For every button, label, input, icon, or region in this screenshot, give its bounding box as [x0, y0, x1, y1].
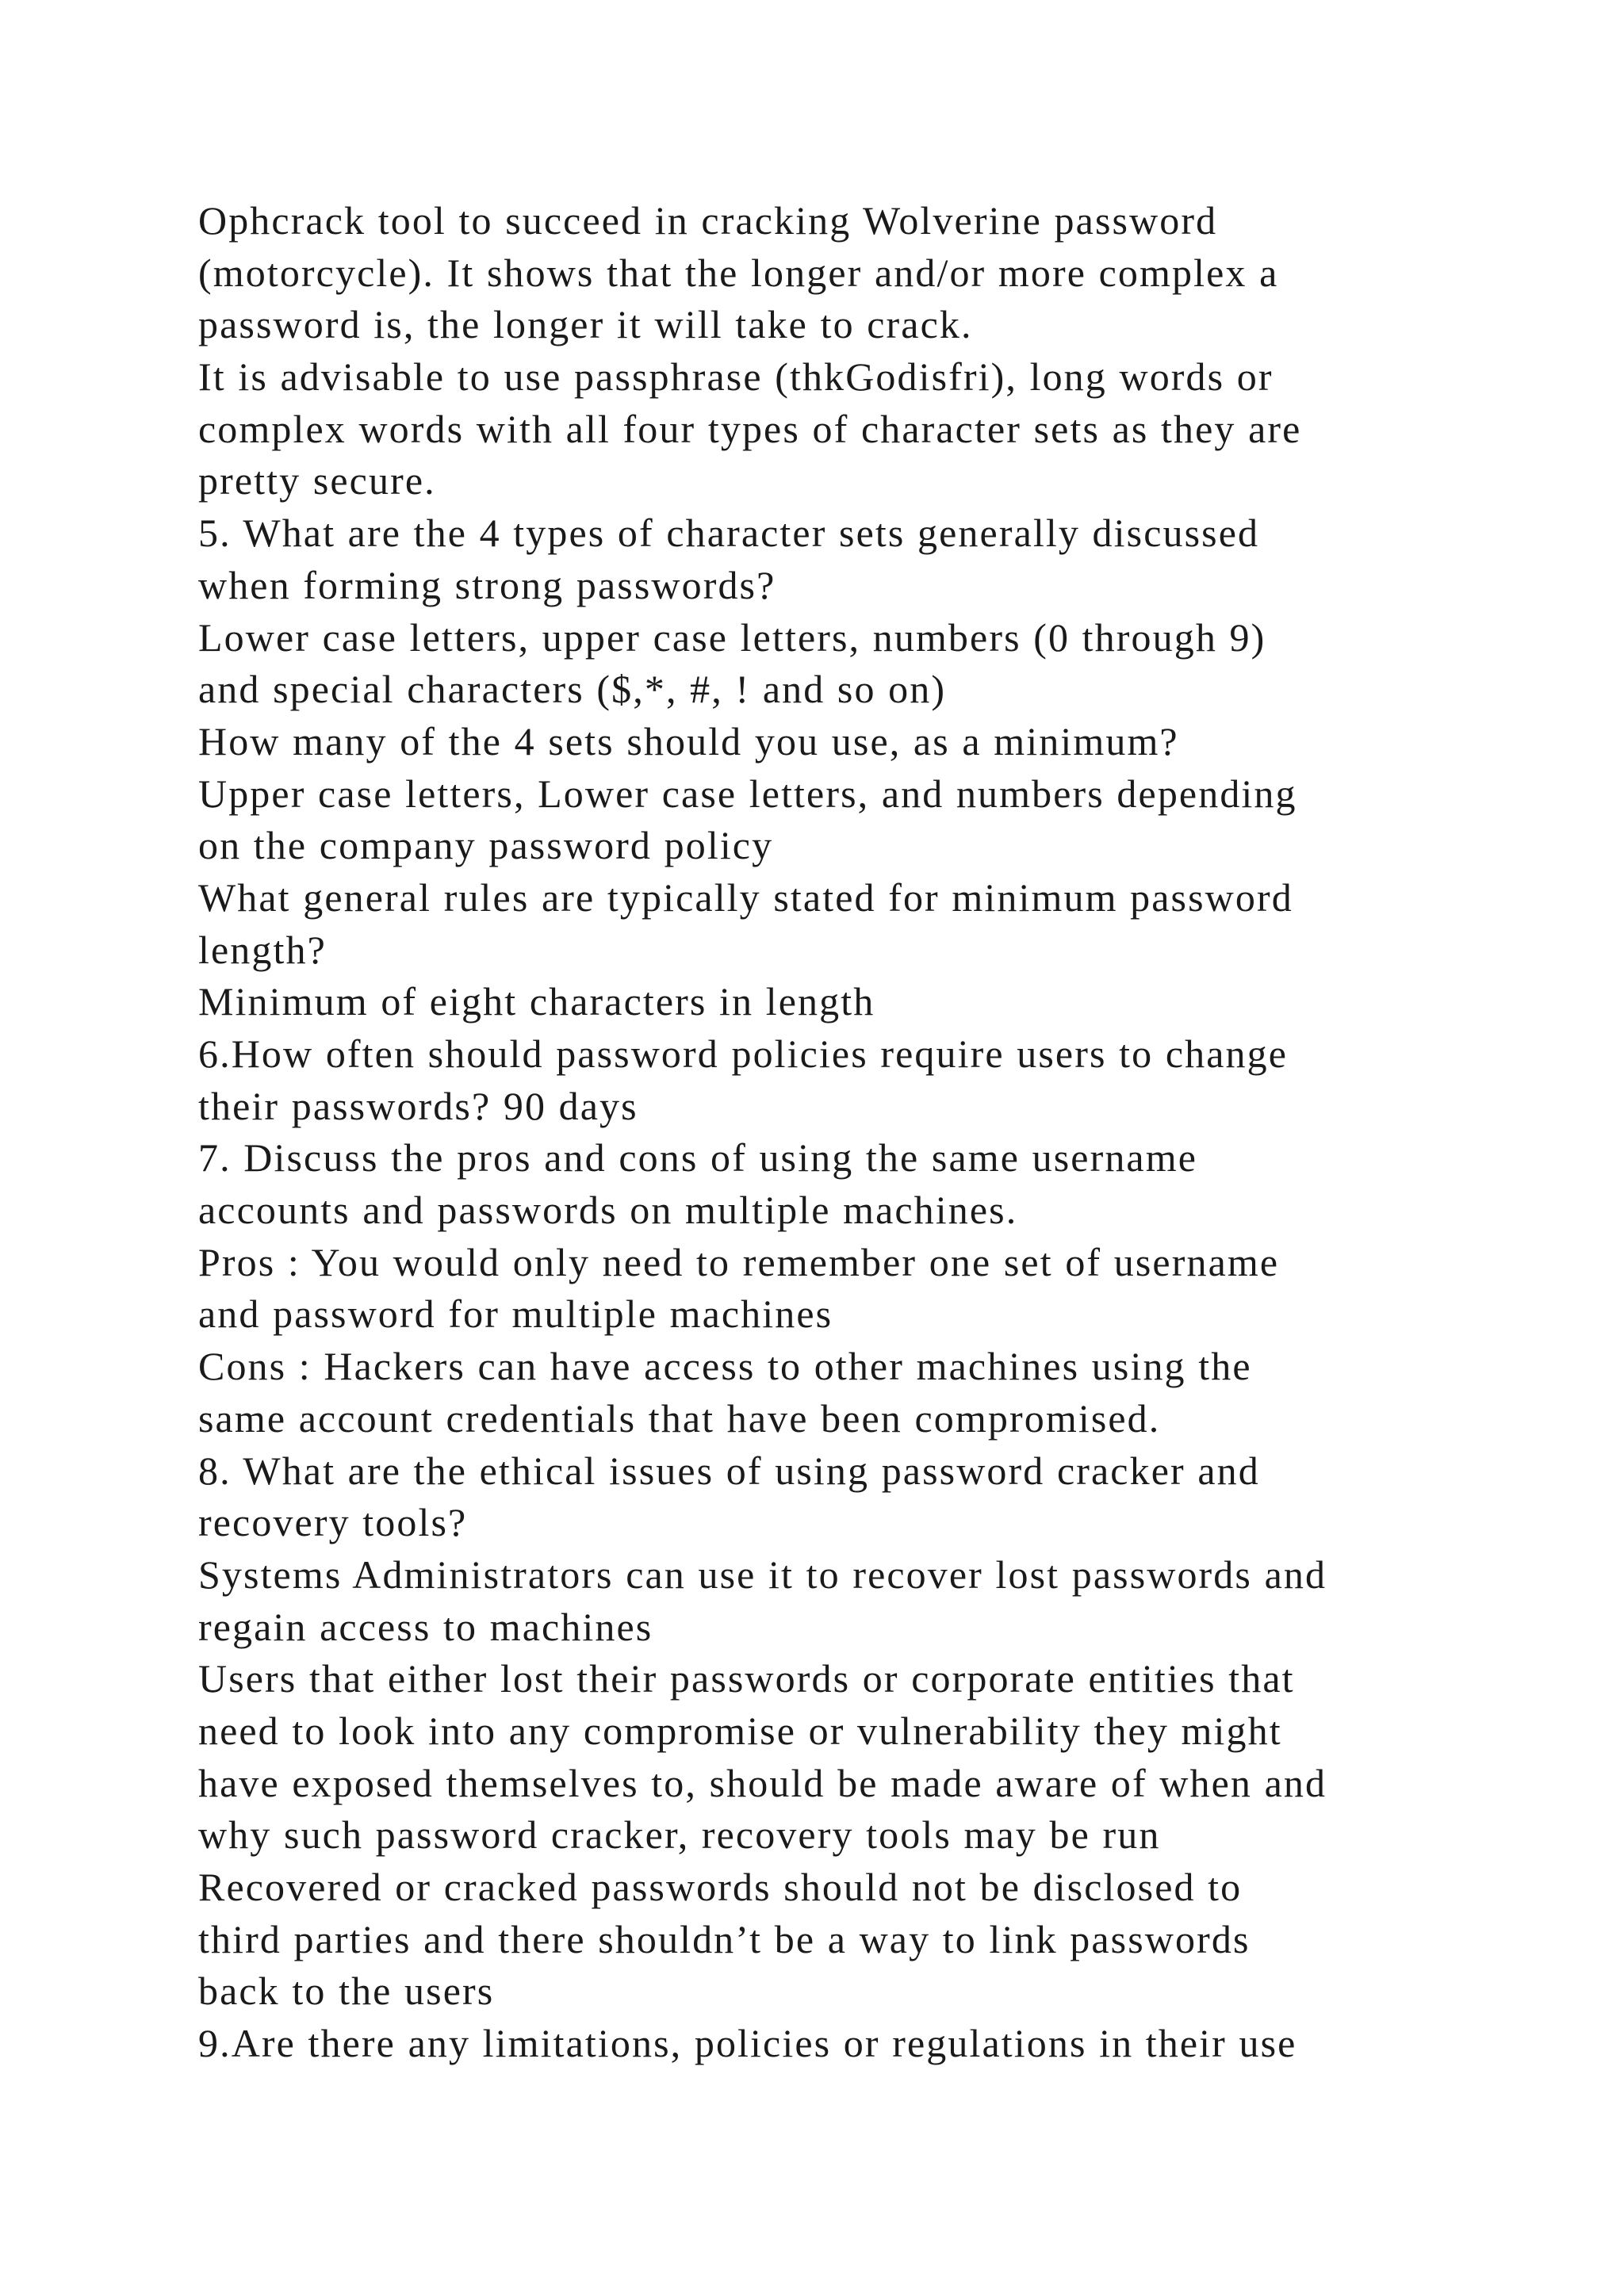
text-line: Ophcrack tool to succeed in cracking Wolverine password	[198, 198, 1218, 243]
question-line: recovery tools?	[198, 1500, 468, 1545]
question-line: 6.How often should password policies require users to change	[198, 1031, 1288, 1076]
answer-line: same account credentials that have been compromised.	[198, 1395, 1161, 1441]
question-line: What general rules are typically stated for minimum password	[198, 874, 1293, 920]
answer-line: third parties and there shouldn’t be a way to link passwords	[198, 1916, 1251, 1961]
answer-line: Systems Administrators can use it to recover lost passwords and	[198, 1552, 1327, 1597]
text-line: complex words with all four types of character sets as they are	[198, 406, 1302, 451]
question-line: 5. What are the 4 types of character sets generally discussed	[198, 511, 1260, 556]
body-text	[198, 195, 1499, 2070]
answer-line: have exposed themselves to, should be made aware of when and	[198, 1760, 1327, 1805]
answer-line: need to look into any compromise or vulnerability they might	[198, 1708, 1282, 1753]
answer-line: Minimum of eight characters in length	[198, 979, 875, 1024]
answer-line: why such password cracker, recovery tools may be run	[198, 1812, 1161, 1858]
text-line: password is, the longer it will take to crack.	[198, 302, 973, 347]
answer-line: back to the users	[198, 1969, 495, 2014]
answer-line: Upper case letters, Lower case letters, and numbers depending	[198, 771, 1297, 816]
question-line: How many of the 4 sets should you use, as a minimum?	[198, 718, 1179, 763]
answer-line: Pros : You would only need to remember one set of username	[198, 1239, 1280, 1284]
question-line: when forming strong passwords?	[198, 562, 776, 607]
question-line: accounts and passwords on multiple machines.	[198, 1188, 1018, 1233]
answer-line: Lower case letters, upper case letters, numbers (0 through 9)	[198, 614, 1266, 660]
answer-line: Recovered or cracked passwords should not be disclosed to	[198, 1865, 1243, 1909]
question-line: length?	[198, 927, 327, 972]
text-line: pretty secure.	[198, 458, 436, 503]
question-line: 7. Discuss the pros and cons of using the same username	[198, 1135, 1197, 1181]
question-line: 8. What are the ethical issues of using password cracker and	[198, 1448, 1260, 1493]
answer-line: and password for multiple machines	[198, 1292, 833, 1337]
answer-line: Users that either lost their passwords or corporate entities that	[198, 1656, 1295, 1701]
question-line: 9.Are there any limitations, policies or regulations in their use	[198, 2021, 1297, 2066]
answer-line: and special characters ($,*, #, ! and so on)	[198, 667, 947, 712]
question-line: their passwords? 90 days	[198, 1083, 638, 1128]
text-line: (motorcycle). It shows that the longer and/or more complex a	[198, 250, 1279, 295]
answer-line: on the company password policy	[198, 823, 774, 868]
text-line: It is advisable to use passphrase (thkGodisfri), long words or	[198, 354, 1274, 400]
answer-line: regain access to machines	[198, 1604, 653, 1649]
answer-line: Cons : Hackers can have access to other machines using the	[198, 1344, 1252, 1389]
